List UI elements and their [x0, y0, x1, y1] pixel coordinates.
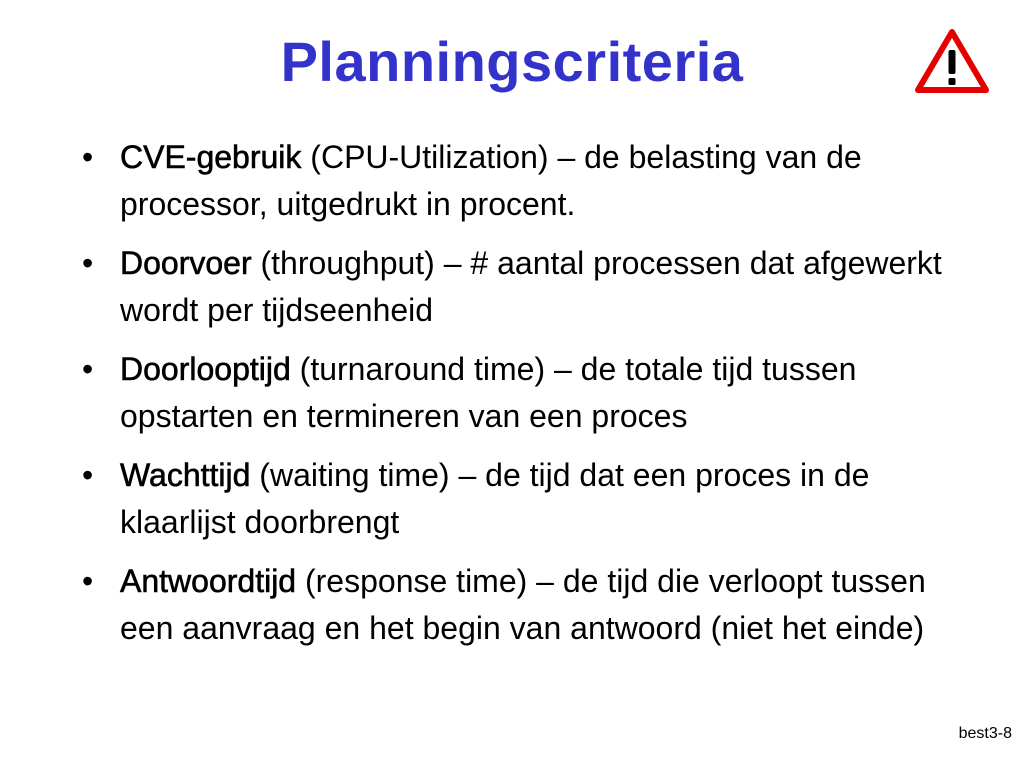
term-description: (CPU-Utilization) – de belasting van de processor, uitgedrukt in procent. — [120, 139, 862, 222]
bullet-marker: • — [82, 245, 94, 281]
term-description: (turnaround time) – de totale tijd tussen opstarten en termineren van een proces — [120, 351, 857, 434]
bullet-marker: • — [82, 457, 94, 493]
list-item — [80, 452, 980, 546]
list-item — [80, 134, 980, 228]
term-description: (response time) – de tijd die verloopt tussen een aanvraag en het begin van antwoord (niet het einde) — [120, 563, 926, 646]
term-label: Antwoordtijd — [120, 563, 297, 599]
term-label: Doorvoer — [120, 245, 252, 281]
term-description: (throughput) – # aantal processen dat afgewerkt wordt per tijdseenheid — [120, 245, 942, 328]
term-label: Wachttijd — [120, 457, 251, 493]
slide-number: best3-8 — [958, 725, 1012, 742]
list-item — [80, 240, 980, 334]
bullet-marker: • — [82, 139, 94, 175]
term-description: (waiting time) – de tijd dat een proces in de klaarlijst doorbrengt — [120, 457, 870, 540]
list-item — [80, 346, 980, 440]
bullet-list — [80, 134, 980, 664]
term-label: CVE-gebruik — [120, 139, 302, 175]
warning-triangle-icon — [914, 28, 990, 94]
list-item — [80, 558, 980, 652]
bullet-marker: • — [82, 351, 94, 387]
bullet-marker: • — [82, 563, 94, 599]
term-label: Doorlooptijd — [120, 351, 291, 387]
slide-title: Planningscriteria — [280, 30, 744, 93]
